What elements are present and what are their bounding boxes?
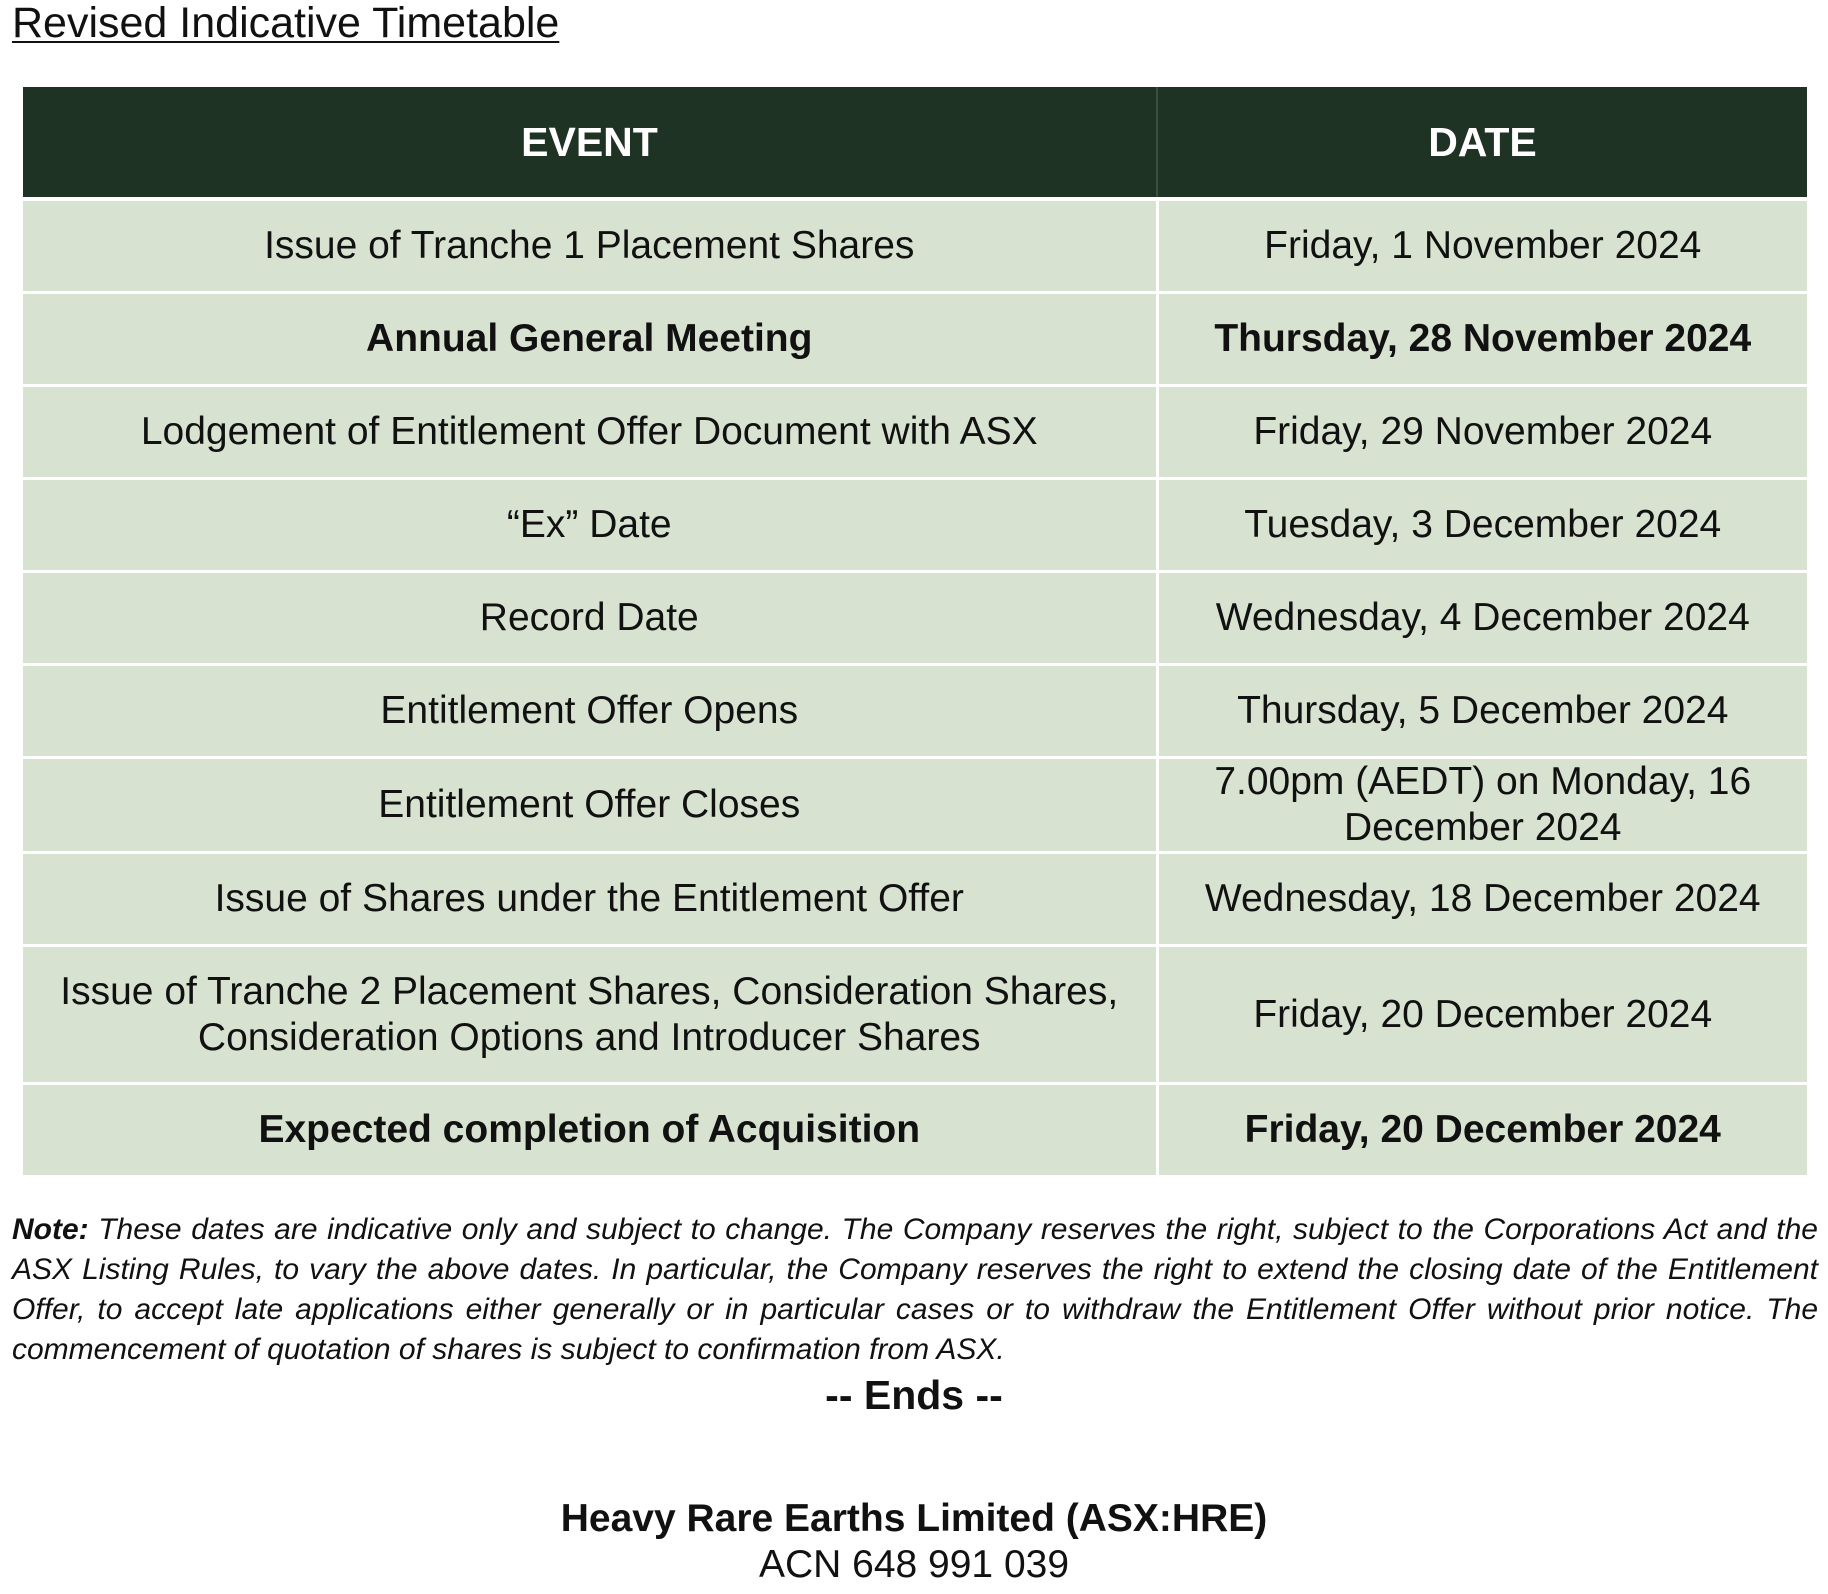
table-row bbox=[23, 386, 1807, 479]
event-cell: Lodgement of Entitlement Offer Document with ASX bbox=[23, 386, 1157, 479]
table-row bbox=[23, 479, 1807, 572]
event-cell: “Ex” Date bbox=[23, 479, 1157, 572]
date-cell: Wednesday, 18 December 2024 bbox=[1157, 853, 1807, 946]
note-paragraph bbox=[12, 1210, 1818, 1370]
date-cell: Wednesday, 4 December 2024 bbox=[1157, 572, 1807, 665]
table-row bbox=[23, 853, 1807, 946]
event-cell: Record Date bbox=[23, 572, 1157, 665]
date-cell: Thursday, 28 November 2024 bbox=[1157, 293, 1807, 386]
page-title: Revised Indicative Timetable bbox=[12, 0, 560, 47]
date-cell: Friday, 20 December 2024 bbox=[1157, 946, 1807, 1084]
event-cell: Entitlement Offer Closes bbox=[23, 758, 1157, 853]
event-cell: Entitlement Offer Opens bbox=[23, 665, 1157, 758]
column-header-event: EVENT bbox=[23, 87, 1157, 199]
column-header-date: DATE bbox=[1157, 87, 1807, 199]
table-row bbox=[23, 665, 1807, 758]
table-header-row bbox=[23, 87, 1807, 199]
date-cell: Friday, 1 November 2024 bbox=[1157, 199, 1807, 293]
company-name: Heavy Rare Earths Limited (ASX:HRE) bbox=[560, 1497, 1268, 1540]
table-row bbox=[23, 946, 1807, 1084]
event-cell: Issue of Tranche 1 Placement Shares bbox=[23, 199, 1157, 293]
date-cell: Tuesday, 3 December 2024 bbox=[1157, 479, 1807, 572]
table-row bbox=[23, 758, 1807, 853]
ends-marker: -- Ends -- bbox=[825, 1372, 1003, 1418]
table-row bbox=[23, 293, 1807, 386]
table-row bbox=[23, 572, 1807, 665]
date-cell: Friday, 20 December 2024 bbox=[1157, 1084, 1807, 1177]
company-acn: ACN 648 991 039 bbox=[758, 1543, 1070, 1586]
date-cell: Thursday, 5 December 2024 bbox=[1157, 665, 1807, 758]
table-row bbox=[23, 1084, 1807, 1177]
event-cell: Issue of Shares under the Entitlement Offer bbox=[23, 853, 1157, 946]
event-cell: Expected completion of Acquisition bbox=[23, 1084, 1157, 1177]
event-cell: Annual General Meeting bbox=[23, 293, 1157, 386]
timetable bbox=[23, 87, 1807, 1178]
event-cell: Issue of Tranche 2 Placement Shares, Consideration Shares, Consideration Options and Introducer Shares bbox=[23, 946, 1157, 1084]
date-cell: Friday, 29 November 2024 bbox=[1157, 386, 1807, 479]
date-cell: 7.00pm (AEDT) on Monday, 16 December 2024 bbox=[1157, 758, 1807, 853]
note-label: Note: bbox=[12, 1213, 89, 1246]
note-text: These dates are indicative only and subject to change. The Company reserves the right, subject to the Corporations Act and the ASX Listing Rules, to vary the above dates. In particular, the Company reserves the right to extend the closing date of the Entitlement Offer, to accept late applications either generally or in particular cases or to withdraw the Entitlement Offer without prior notice. The commencement of quotation of shares is subject to confirmation from ASX. bbox=[12, 1213, 1818, 1366]
table-row bbox=[23, 199, 1807, 293]
